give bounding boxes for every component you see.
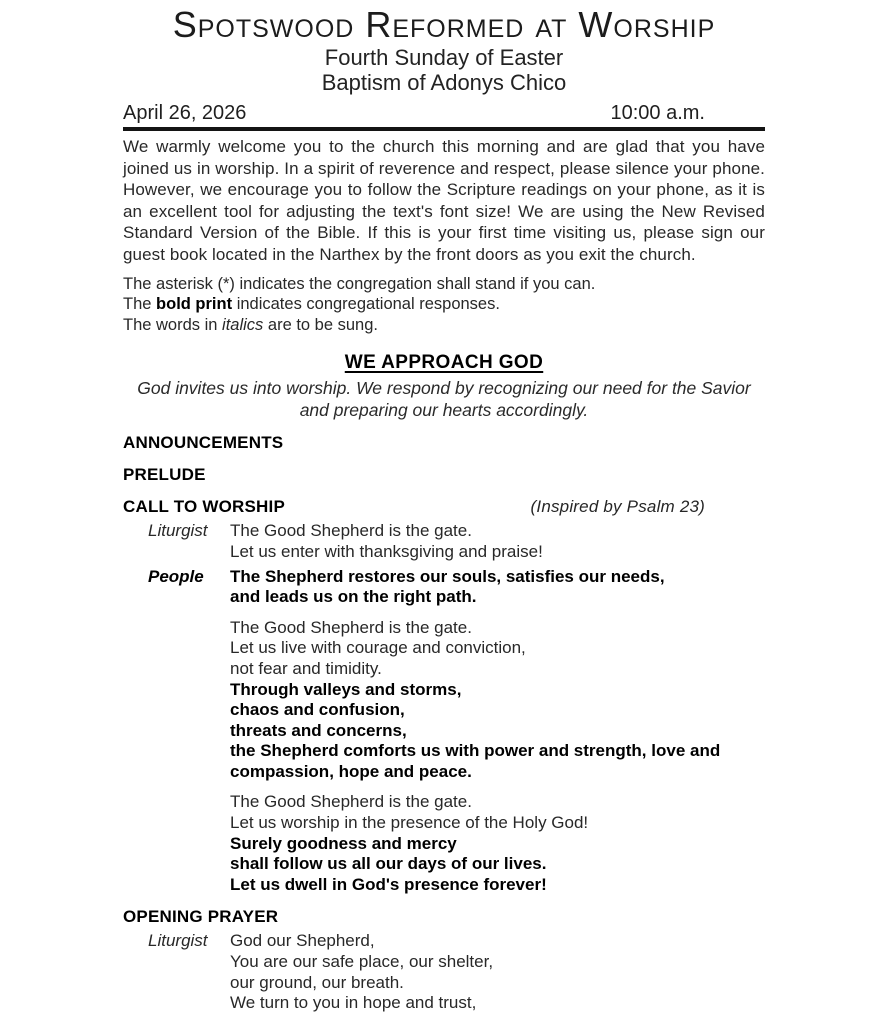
liturgy-line: The Good Shepherd is the gate. bbox=[230, 521, 472, 541]
legend-notes bbox=[123, 274, 765, 336]
liturgy-line: compassion, hope and peace. bbox=[230, 761, 472, 781]
item-call-to-worship bbox=[123, 497, 765, 517]
liturgy-group-liturgist-1 bbox=[123, 521, 765, 562]
item-announcements: ANNOUNCEMENTS bbox=[123, 433, 284, 453]
liturgy-line: shall follow us all our days of our lives. bbox=[230, 854, 547, 874]
liturgy-lines bbox=[230, 567, 765, 608]
service-time: 10:00 a.m. bbox=[610, 102, 705, 124]
liturgy-lines bbox=[230, 521, 765, 562]
call-to-worship-heading: CALL TO WORSHIP bbox=[123, 497, 285, 517]
liturgy-line: threats and concerns, bbox=[230, 720, 407, 740]
welcome-paragraph: We warmly welcome you to the church this morning and are glad that you have joined us in worship. In a spirit of reverence and respect, please silence your phone. However, we encourage you to follow the Scripture readings on your phone, as it is an excellent tool for adjusting the text's font size! We are using the New Revised Standard Version of the Bible. If this is your first time visiting us, please sign our guest book located in the Narthex by the front doors as you exit the church. bbox=[123, 137, 765, 264]
section-heading-we-approach-god: WE APPROACH GOD bbox=[344, 352, 544, 374]
liturgy-group-stanza-3 bbox=[123, 792, 765, 895]
liturgy-role-label: People bbox=[148, 566, 204, 586]
item-opening-prayer: OPENING PRAYER bbox=[123, 907, 279, 927]
liturgy-line: God our Shepherd, bbox=[230, 931, 375, 951]
liturgy-line: The Good Shepherd is the gate. bbox=[230, 617, 472, 637]
liturgy-line: Let us live with courage and conviction, bbox=[230, 638, 526, 658]
liturgy-line: the Shepherd comforts us with power and strength, love and bbox=[230, 741, 721, 761]
legend-line-italics: The words in italics are to be sung. bbox=[123, 315, 378, 334]
page-title: Spotswood Reformed at Worship bbox=[172, 4, 716, 45]
liturgy-line: The Shepherd restores our souls, satisfies our needs, bbox=[230, 566, 665, 586]
liturgy-role-label: Liturgist bbox=[148, 931, 208, 951]
liturgy-group-people-1 bbox=[123, 567, 765, 608]
call-to-worship-source-note: (Inspired by Psalm 23) bbox=[530, 497, 705, 517]
liturgy-role-label bbox=[123, 792, 230, 895]
liturgy-role-label: Liturgist bbox=[148, 521, 208, 541]
liturgy-lines bbox=[230, 792, 765, 895]
liturgy-line: Let us enter with thanksgiving and praise! bbox=[230, 541, 543, 561]
header-divider-rule bbox=[123, 127, 765, 131]
subtitle-baptism: Baptism of Adonys Chico bbox=[321, 70, 567, 95]
liturgy-group-stanza-2 bbox=[123, 618, 765, 783]
legend-line-asterisk: The asterisk (*) indicates the congregation shall stand if you can. bbox=[123, 274, 596, 293]
date-time-row bbox=[123, 102, 765, 127]
subtitle-sunday: Fourth Sunday of Easter bbox=[324, 45, 564, 70]
service-date: April 26, 2026 bbox=[123, 102, 247, 124]
liturgy-line: and leads us on the right path. bbox=[230, 587, 477, 607]
section-subtitle: God invites us into worship. We respond by recognizing our need for the Savior and preparing our hearts accordingly. bbox=[137, 378, 751, 420]
liturgy-line: We turn to you in hope and trust, bbox=[230, 993, 477, 1013]
liturgy-lines bbox=[230, 931, 765, 1013]
liturgy-role-label bbox=[123, 618, 230, 783]
item-prelude: PRELUDE bbox=[123, 465, 206, 485]
liturgy-line: Let us dwell in God's presence forever! bbox=[230, 874, 547, 894]
liturgy-line: You are our safe place, our shelter, bbox=[230, 952, 494, 972]
liturgy-line: Let us worship in the presence of the Holy God! bbox=[230, 813, 589, 833]
liturgy-line: Through valleys and storms, bbox=[230, 679, 462, 699]
liturgy-line: Surely goodness and mercy bbox=[230, 833, 457, 853]
legend-line-bold: The bold print indicates congregational responses. bbox=[123, 295, 500, 314]
liturgy-lines bbox=[230, 618, 765, 783]
liturgy-line: chaos and confusion, bbox=[230, 700, 405, 720]
liturgy-line: our ground, our breath. bbox=[230, 972, 404, 992]
liturgy-line: The Good Shepherd is the gate. bbox=[230, 792, 472, 812]
liturgy-group-opening-prayer bbox=[123, 931, 765, 1013]
liturgy-line: not fear and timidity. bbox=[230, 658, 382, 678]
